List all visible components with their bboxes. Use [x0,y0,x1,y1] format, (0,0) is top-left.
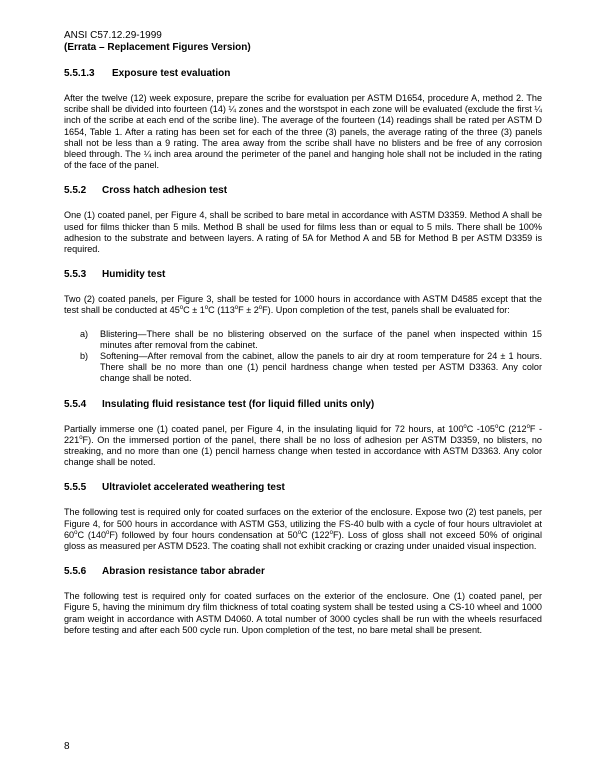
section-title: Cross hatch adhesion test [102,185,228,197]
list-item [80,351,542,385]
section-number: 5.5.1.3 [64,68,95,79]
evaluation-list [64,329,542,385]
section-title: Ultraviolet accelerated weathering test [102,482,285,494]
section-title: Abrasion resistance tabor abrader [102,566,265,578]
list-marker: a) [80,328,89,339]
section-body: After the twelve (12) week exposure, prepare the scribe for evaluation per ASTM D1654, procedure A, method 2. The scribe shall be divided into fourteen (14) ¼ zones and the worstspot in each zone will be evaluated (exclude the first ¼ inch of the scribe at each end of the scribe line). The average of the fourteen (14) readings shall be rated per ASTM D 1654, Table 1. After a rating has been set for each of the three (3) panels, the average rating of the three (3) panels shall not be less than a 9 rating. The area away from the scribe shall have no blisters and be free of any corrosion bleed through. The ¼ inch area around the perimeter of the panel and hanging hole shall not be included in the rating of the face of the panel. [64,93,542,171]
section-body: The following test is required only for coated surfaces on the exterior of the enclosure. Expose two (2) test panels, per Figure 4, for 500 hours in accordance with ASTM G53, utilizing the FS-40 bulb with a cycle of four hours ultraviolet at 60$^o$C (140$^o$F) followed by four hours condensation at 50$^o$C (122$^o$F). Loss of gloss shall not exceed 50% of original gloss as measured per ASTM D523. The coating shall not exhibit cracking or crazing under unaided visual inspection. [64,507,542,552]
document-page [64,30,542,636]
section-number: 5.5.4 [64,398,87,410]
section-number: 5.5.2 [64,185,87,197]
list-text: Softening—After removal from the cabinet, allow the panels to air dry at room temperature for 24 ± 1 hours. There shall be no more than one (1) pencil hardness change when tested per ASTM D3363. Any color change shall be noted. [100,351,542,384]
list-text: Blistering—There shall be no blistering observed on the surface of the panel when inspected within 15 minutes after removal from the cabinet. [100,328,542,350]
section-number: 5.5.6 [64,566,87,578]
errata-note: (Errata – Replacement Figures Version) [64,42,251,53]
section-heading [64,399,542,411]
section-number: 5.5.3 [64,269,87,281]
section-body: One (1) coated panel, per Figure 4, shall be scribed to bare metal in accordance with ASTM D3359. Method A shall be used for films thicker than 5 mils. Method B shall be used for films less than or equal to 5 mils. There shall be 100% adhesion to the substrate and between layers. A rating of 5A for Method A and 5B for Method B per ASTM D3359 is required. [64,210,542,255]
section-heading [64,566,542,578]
section-title: Exposure test evaluation [112,68,231,79]
section-number: 5.5.5 [64,482,87,494]
section-heading [64,482,542,494]
section-heading [64,185,542,197]
section-heading [64,68,542,80]
section-title: Insulating fluid resistance test (for liquid filled units only) [102,398,375,410]
section-body: Partially immerse one (1) coated panel, per Figure 4, in the insulating liquid for 72 hours, at 100$^o$C -105$^o$C (212$^o$F - 221$^o$F). On the immersed portion of the panel, there shall be no loss of adhesion per ASTM D3359, no blisters, no streaking, and no more than one (1) pencil harness change when tested in accordance with ASTM D3363. Any color change shall be noted. [64,423,542,468]
list-item [80,329,542,351]
section-body: Two (2) coated panels, per Figure 3, shall be tested for 1000 hours in accordance with ASTM D4585 except that the test shall be conducted at $45^oC \pm 1^oC$ $(113^oF \pm 2^oF)$. Upon completion of the test, panels shall be evaluated for: [64,294,542,316]
section-title: Humidity test [102,269,166,281]
page-number: 8 [64,741,70,752]
section-body: The following test is required only for coated surfaces on the exterior of the enclosure. One (1) coated panel, per Figure 5, having the minimum dry film thickness of total coating system shall be tested using a CS-10 wheel and 1000 gram weight in accordance with ASTM D4060. A total number of 3000 cycles shall be run with the wheels resurfaced before testing and after each 500 cycle run. Upon completion of the test, no bare metal shall be present. [64,591,542,635]
standard-id: ANSI C57.12.29-1999 [64,30,162,41]
list-marker: b) [80,351,89,362]
section-heading [64,269,542,281]
